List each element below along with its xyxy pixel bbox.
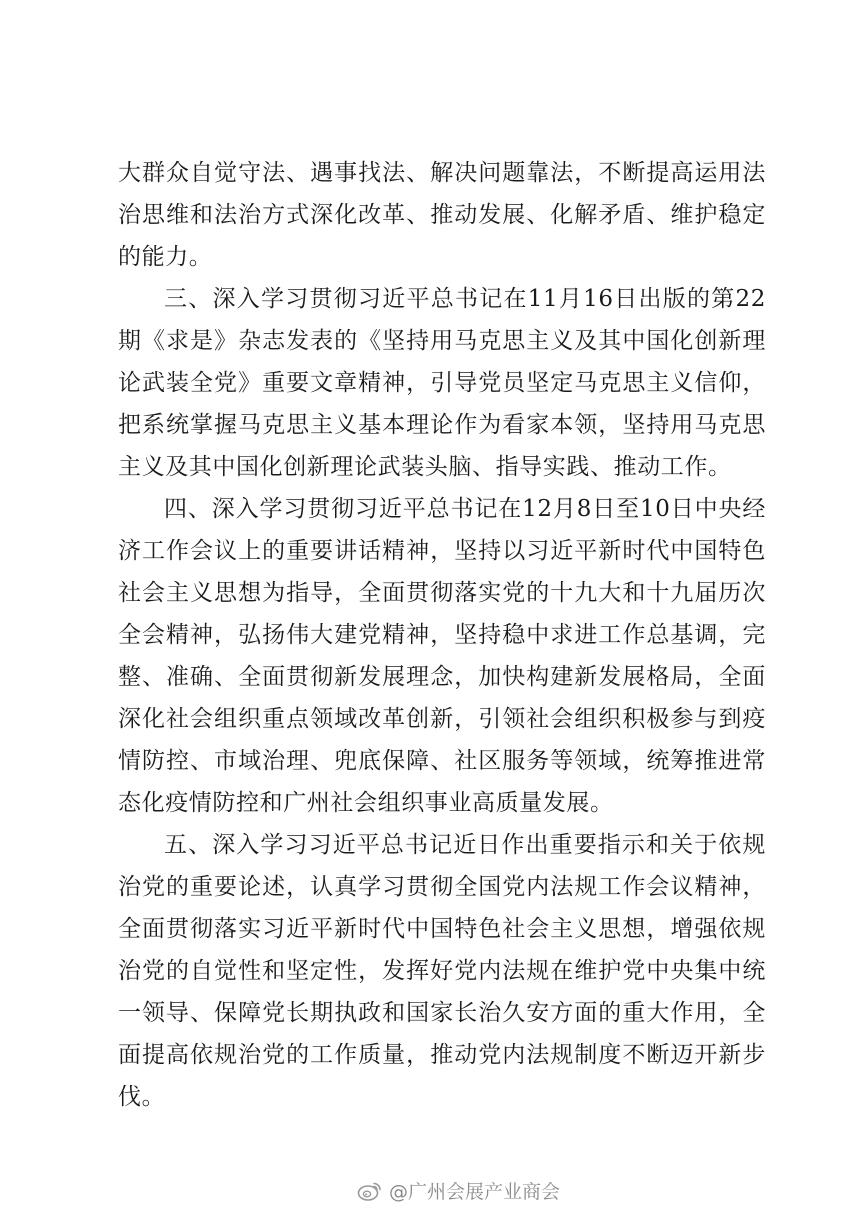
weibo-icon (357, 1180, 383, 1202)
paragraph-continued: 大群众自觉守法、遇事找法、解决问题靠法，不断提高运用法治思维和法治方式深化改革、推动发展、化解矛盾、维护稳定的能力。 (118, 160, 766, 270)
paragraph-item-five: 五、深入学习习近平总书记近日作出重要指示和关于依规治党的重要论述，认真学习贯彻全国党内法规工作会议精神，全面贯彻落实习近平新时代中国特色社会主义思想，增强依规治党的自觉性和坚定性，发挥好党内法规在维护党中央集中统一领导、保障党长期执政和国家长治久安方面的重大作用，全面提高依规治党的工作质量，推动党内法规制度不断迈开新步伐。 (118, 832, 766, 1110)
watermark-text: @广州会展产业商会 (388, 1181, 560, 1203)
document-body (118, 152, 766, 1118)
paragraph-item-four: 四、深入学习贯彻习近平总书记在12月8日至10日中央经济工作会议上的重要讲话精神，坚持以习近平新时代中国特色社会主义思想为指导，全面贯彻落实党的十九大和十九届历次全会精神，弘扬伟大建党精神，坚持稳中求进工作总基调，完整、准确、全面贯彻新发展理念，加快构建新发展格局，全面深化社会组织重点领域改革创新，引领社会组织积极参与到疫情防控、市域治理、兜底保障、社区服务等领域，统筹推进常态化疫情防控和广州社会组织事业高质量发展。 (118, 496, 766, 816)
paragraph-item-three: 三、深入学习贯彻习近平总书记在11月16日出版的第22期《求是》杂志发表的《坚持用马克思主义及其中国化创新理论武装全党》重要文章精神，引导党员坚定马克思主义信仰，把系统掌握马克思主义基本理论作为看家本领，坚持用马克思主义及其中国化创新理论武装头脑、指导实践、推动工作。 (118, 286, 766, 480)
weibo-watermark (357, 1177, 560, 1204)
